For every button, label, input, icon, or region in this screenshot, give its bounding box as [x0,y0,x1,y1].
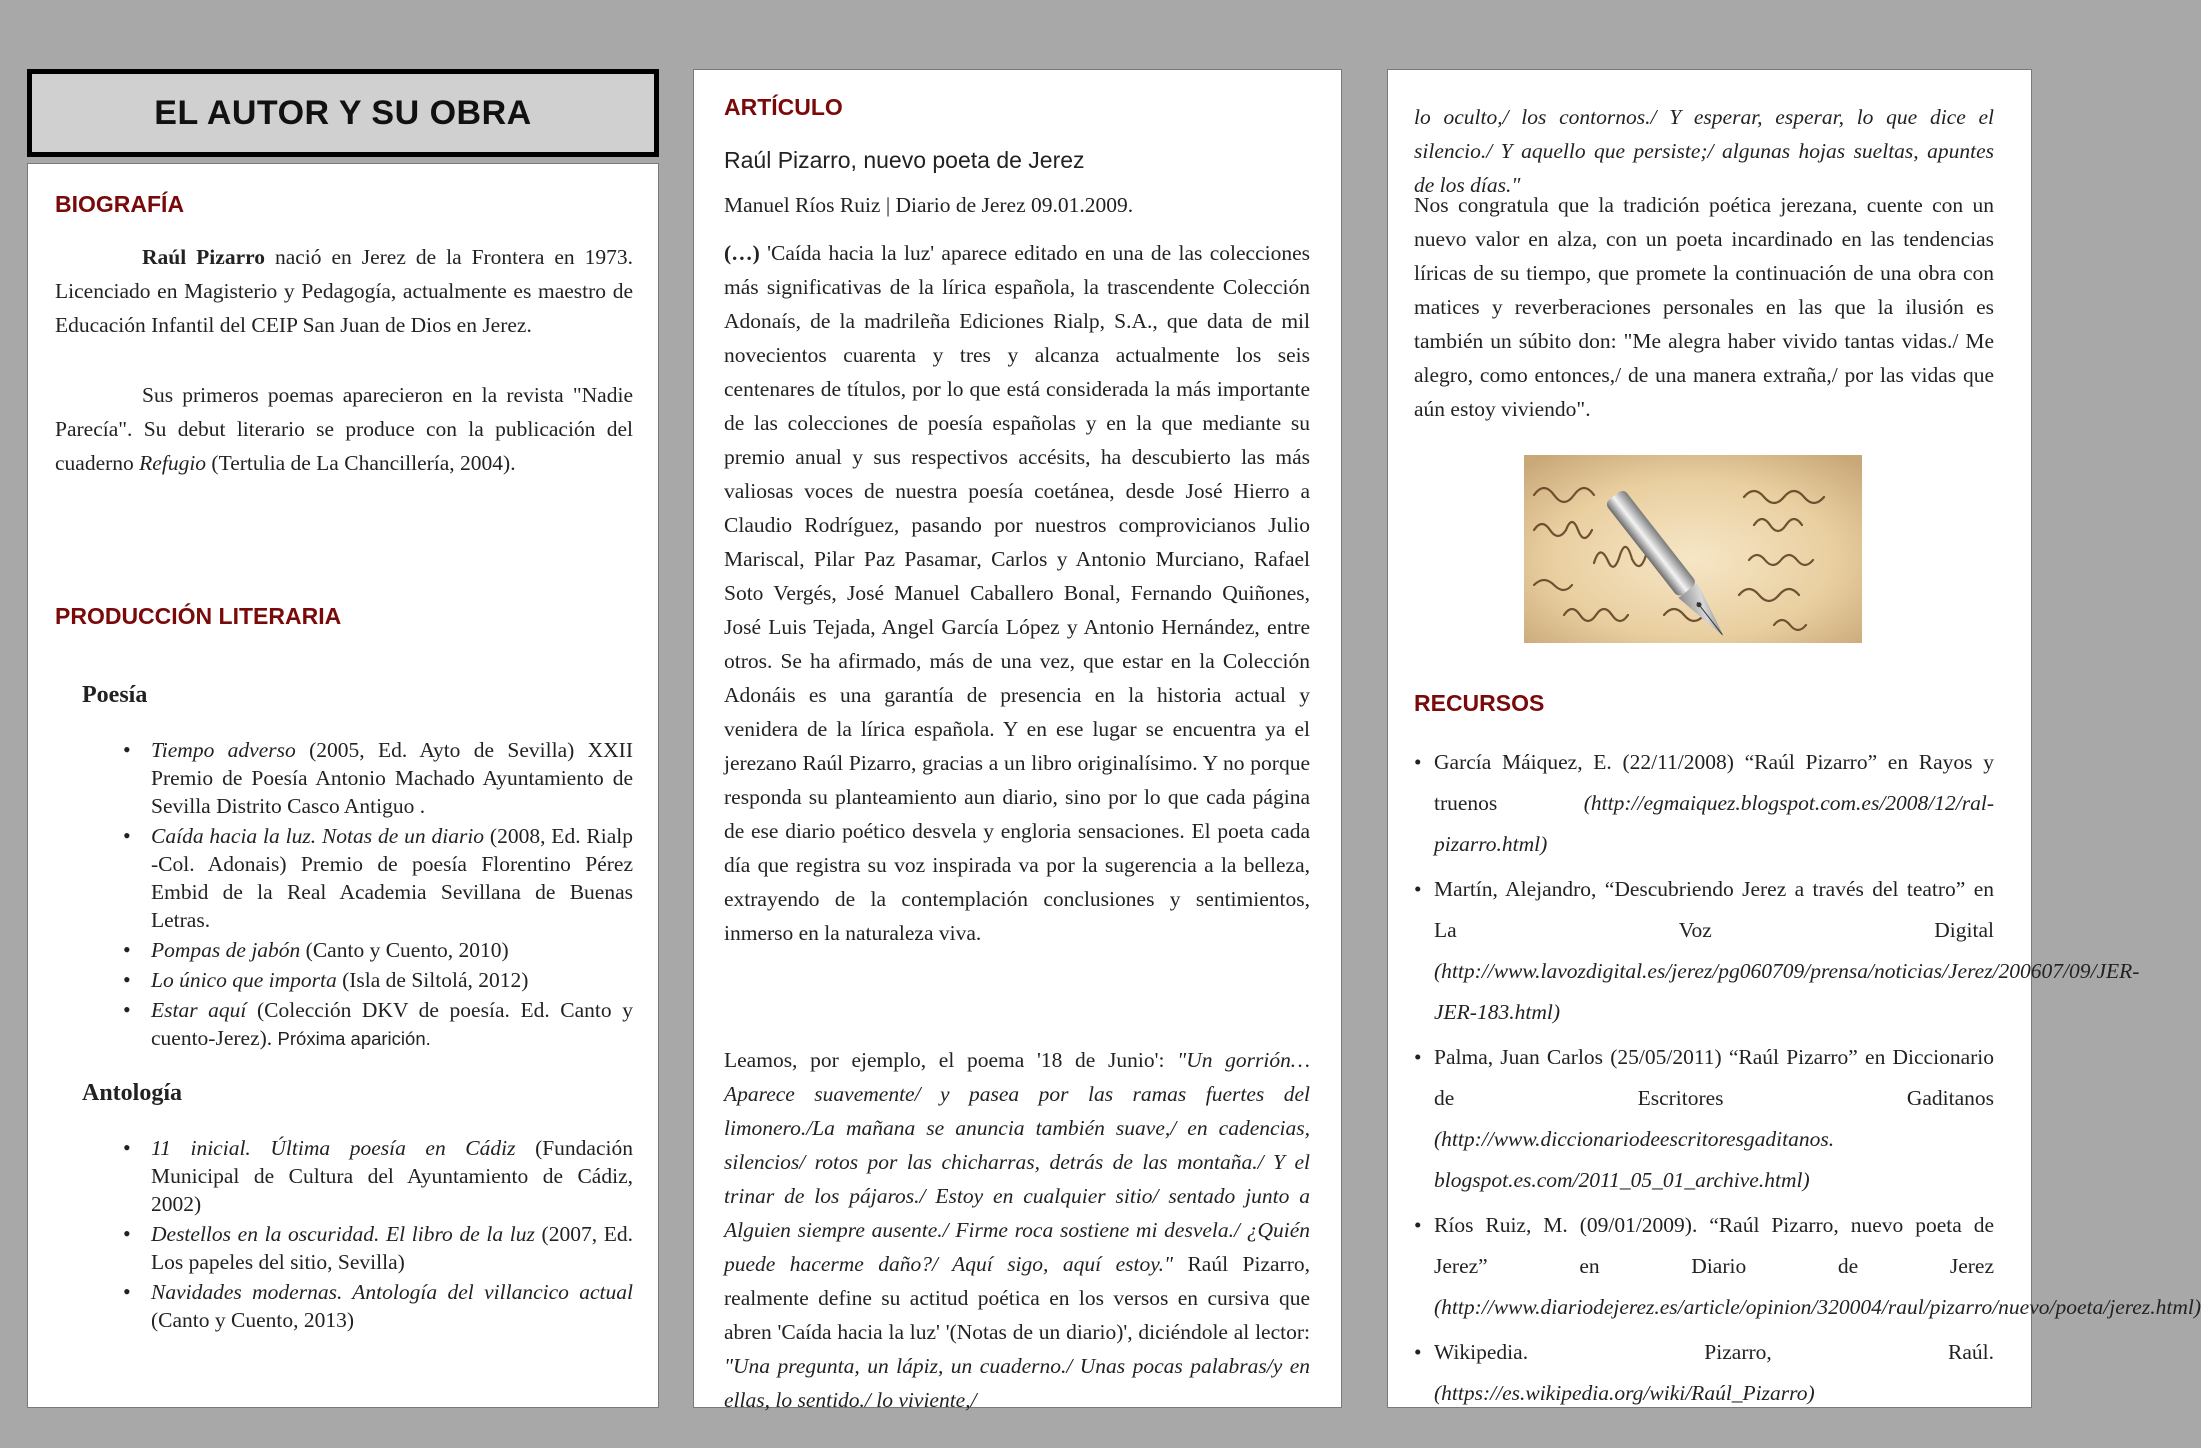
resource-text: Palma, Juan Carlos (25/05/2011) “Raúl Pizarro” en Diccionario de Escritores Gaditanos [1434,1045,1994,1110]
list-item [1434,742,1994,865]
article-paragraph-3: Nos congratula que la tradición poética jerezana, cuente con un nuevo valor en alza, con un poeta incardinado en las tendencias líricas de su tiempo, que promete la continuación de una obra con matices y reverberaciones personales en las que la ilusión es también un súbito don: "Me alegra haber vivido tantas vidas./ Me alegro, como entonces,/ de una manera extraña,/ por las vidas que aún estoy viviendo". [1414,193,1994,421]
resource-link[interactable]: (http://www.lavozdigital.es/jerez/pg060709/prensa/noticias/Jerez/200607/09/JER-JER-183.html) [1434,959,2140,1024]
list-item [151,1278,633,1334]
work-details: (2008, Ed. Rialp -Col. Adonais) Premio de poesía Florentino Pérez Embid de la Real Academia Sevillana de Buenas Letras. [151,824,634,932]
list-item [151,736,633,820]
bio-p2-text-b: (Tertulia de La Chancillería, 2004). [206,451,516,475]
poem-quote-continuation: lo oculto,/ los contornos./ Y esperar, esperar, lo que dice el silencio./ Y aquello que persiste;/ algunas hojas sueltas, apuntes de los días." [1414,105,1994,197]
list-item [151,1134,633,1218]
antologia-heading: Antología [82,1080,183,1106]
work-details: (Isla de Siltolá, 2012) [336,968,529,992]
article-paragraph-1 [724,236,1310,950]
resource-link[interactable]: (http://www.diccionariodeescritoresgaditanos. blogspot.es.com/2011_05_01_archive.html) [1434,1127,1835,1192]
work-details: (2007, Ed. Los papeles del sitio, Sevilla) [151,1222,633,1274]
author-name: Raúl Pizarro [142,245,266,269]
article-p2-text-b: Raúl Pizarro, realmente define su actitud poética en los versos en cursiva que abren 'Caída hacia la luz' '(Notas de un diario)', diciéndole al lector: [724,1252,1310,1344]
resource-text: Ríos Ruiz, M. (09/01/2009). “Raúl Pizarro, nuevo poeta de Jerez” en Diario de Jerez [1434,1213,1994,1278]
work-title: Estar aquí [151,998,247,1022]
work-title: Destellos en la oscuridad. El libro de la luz [151,1222,535,1246]
poem-quote-2: "Una pregunta, un lápiz, un cuaderno./ Unas pocas palabras/y en ellas, lo sentido./ lo viviente,/ [724,1354,1310,1412]
production-title: PRODUCCIÓN LITERARIA [55,603,342,629]
list-item [151,996,633,1053]
bio-paragraph-2 [55,378,633,480]
resource-text: García Máiquez, E. (22/11/2008) “Raúl Pizarro” en Rayos y truenos [1434,750,1994,815]
list-item [1434,1205,2201,1328]
resource-link[interactable]: (http://www.diariodejerez.es/article/opinion/320004/raul/pizarro/nuevo/poeta/jerez.html) [1434,1295,2201,1319]
bio-p1-text: nació en Jerez de la Frontera en 1973. Licenciado en Magisterio y Pedagogía, actualmente es maestro de Educación Infantil del CEIP San Juan de Dios en Jerez. [55,245,633,337]
work-title: 11 inicial. Última poesía en Cádiz [151,1136,516,1160]
bio-p2-text-a: Sus primeros poemas aparecieron en la revista "Nadie Parecía". Su debut literario se produce con la publicación del cuaderno [55,383,633,475]
work-details: (Colección DKV de poesía. Ed. Canto y cuento-Jerez). [151,998,633,1050]
poesia-list [151,736,633,1055]
work-title: Caída hacia la luz. Notas de un diario [151,824,485,848]
list-item [1434,1037,1994,1201]
list-item [1434,869,2140,1033]
resources-title: RECURSOS [1414,690,1545,716]
poesia-heading: Poesía [82,682,148,708]
work-title: Navidades modernas. Antología del villancico actual [151,1280,633,1304]
bio-title: BIOGRAFÍA [55,191,185,217]
article-p1-text: 'Caída hacia la luz' aparece editado en una de las colecciones más significativas de la lírica española, la trascendente Colección Adonaís, de la madrileña Ediciones Rialp, S.A., que data de mil novecientos cuarenta y tres y alcanza actualmente los seis centenares de títulos, por lo que está considerada la más importante de las colecciones de poesía españolas y en la que mediante su premio anual y sus respectivos accésits, ha descubierto las más valiosas voces de nuestra poesía coetánea, desde José Hierro a Claudio Rodríguez, pasando por nuestros comprovicianos Julio Mariscal, Pilar Paz Pasamar, Carlos y Antonio Murciano, Rafael Soto Vergés, José Manuel Caballero Bonal, Fernando Quiñones, José Luis Tejada, Angel García López y Antonio Hernández, entre otros. Se ha afirmado, más de una vez, que estar en la Colección Adonáis es una garantía de presencia en la historia actual y venidera de la lírica española. Y en ese lugar se encuentra ya el jerezano Raúl Pizarro, gracias a un libro originalísimo. Y no porque responda su planteamiento aun diario, sino por lo que cada página de ese diario poético desvela y engloria sensaciones. El poeta cada día que registra su voz inspirada va por la sugerencia a la belleza, extrayendo de la contemplación conclusiones y sentimientos, inmerso en la naturaleza viva. [724,241,1310,945]
page-title: EL AUTOR Y SU OBRA [154,93,532,132]
resources-list [1434,742,2201,1418]
article-paragraph-2 [724,1043,1310,1417]
list-item [151,822,633,934]
list-item [1434,1332,1994,1414]
list-item [151,936,633,964]
bio-paragraph-1 [55,240,633,342]
header-box [27,69,659,157]
resource-text: Wikipedia. Pizarro, Raúl. [1434,1340,1994,1364]
work-details: (2005, Ed. Ayto de Sevilla) XXII Premio de Poesía Antonio Machado Ayuntamiento de Sevilla Distrito Casco Antiguo . [151,738,633,818]
list-item [151,966,633,994]
work-details: (Canto y Cuento, 2013) [151,1308,355,1332]
antologia-list [151,1134,633,1336]
article-title: Raúl Pizarro, nuevo poeta de Jerez [724,147,1085,173]
resource-text: Martín, Alejandro, “Descubriendo Jerez a través del teatro” en La Voz Digital [1434,877,1994,942]
article-continuation [1414,100,1994,202]
work-details: (Canto y Cuento, 2010) [300,938,509,962]
poem-quote-1: "Un gorrión… Aparece suavemente/ y pasea por las ramas fuertes del limonero./La mañana se anuncia también suave,/ en cadencias, silencios/ rotos por las chicharras, detrás de las montaña./ Y el trinar de los pájaros./ Estoy en cualquier sitio/ sentado junto a Alguien siempre ausente./ Firme roca sostiene mi desvela./ ¿Quién puede hacerme daño?/ Aquí sigo, aquí estoy." [724,1048,1310,1276]
pen-icon [1524,455,1862,643]
work-title: Pompas de jabón [151,938,301,962]
article-byline: Manuel Ríos Ruiz | Diario de Jerez 09.01.2009. [724,193,1134,217]
article-p2-text-a: Leamos, por ejemplo, el poema '18 de Junio': [724,1048,1178,1072]
ellipsis-lead: (…) [724,241,760,265]
article-section-title: ARTÍCULO [724,94,843,120]
resource-link[interactable]: (http://egmaiquez.blogspot.com.es/2008/12/ral-pizarro.html) [1434,791,1994,856]
work-title: Tiempo adverso [151,738,296,762]
list-item [151,1220,633,1276]
work-title: Lo único que importa [151,968,337,992]
work-details: (Fundación Municipal de Cultura del Ayuntamiento de Cádiz, 2002) [151,1136,633,1216]
work-note: Próxima aparición. [277,1028,431,1049]
resource-link[interactable]: (https://es.wikipedia.org/wiki/Raúl_Pizarro) [1434,1381,1815,1405]
bio-p2-em: Refugio [139,451,207,475]
pen-letter-image [1524,455,1862,643]
